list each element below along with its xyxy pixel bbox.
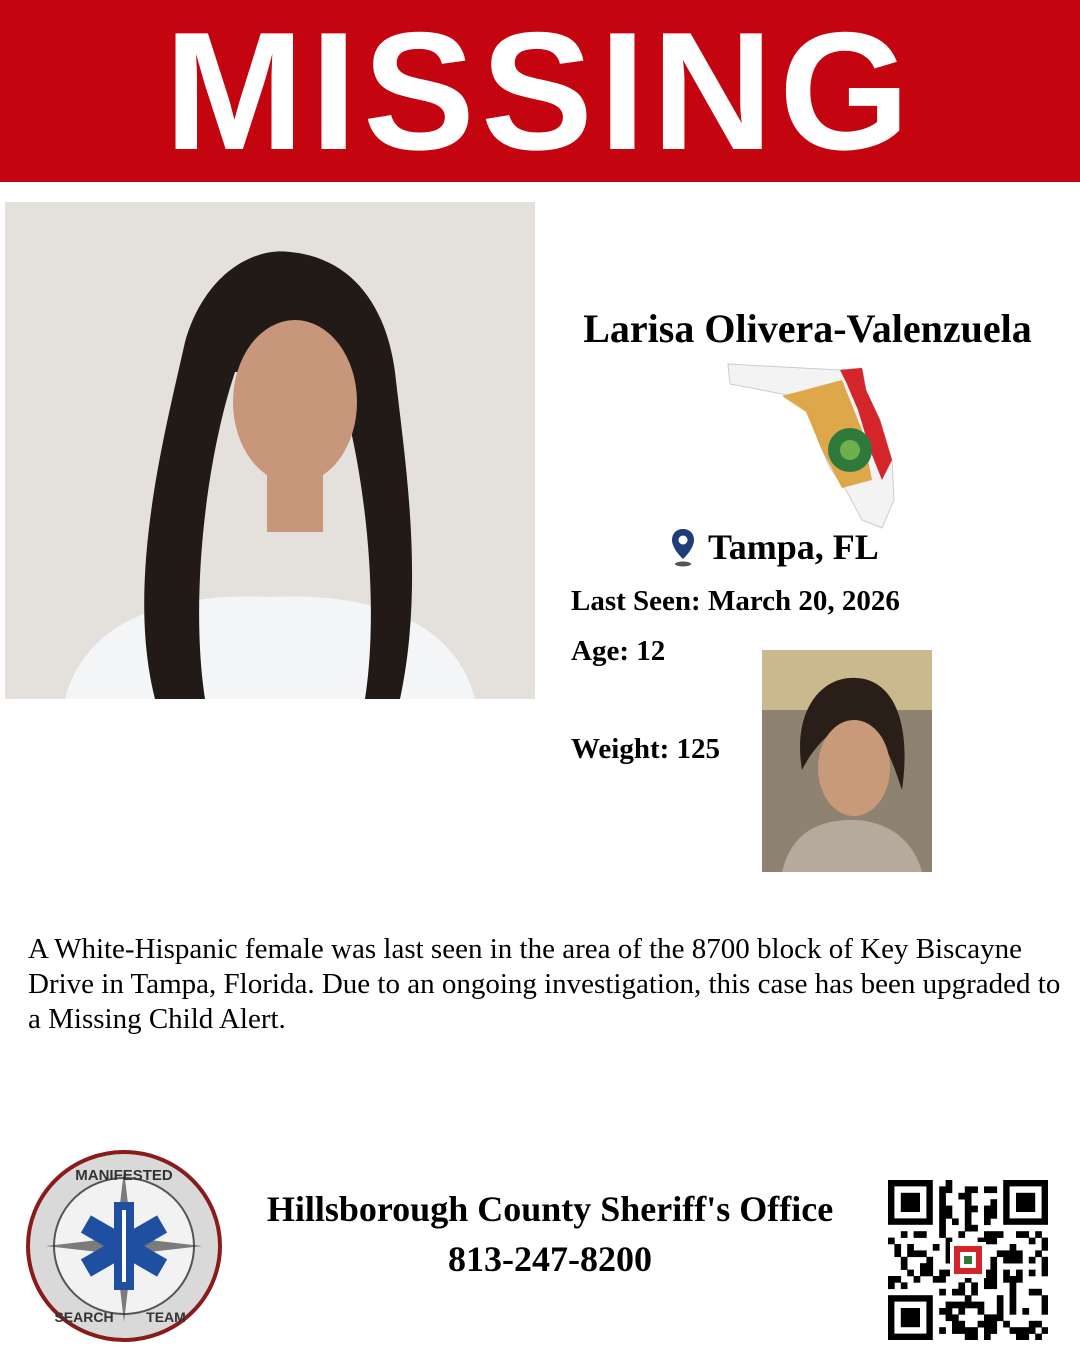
florida-map-icon bbox=[722, 360, 898, 530]
agency-phone[interactable]: 813-247-8200 bbox=[448, 1239, 652, 1279]
last-seen-label: Last Seen: bbox=[571, 585, 701, 617]
weight-value: 125 bbox=[676, 733, 721, 765]
qr-code-icon[interactable] bbox=[888, 1180, 1048, 1340]
location-text: Tampa, FL bbox=[708, 527, 879, 567]
secondary-photo bbox=[762, 650, 932, 872]
banner-title: MISSING bbox=[164, 0, 916, 185]
location bbox=[670, 525, 879, 569]
last-seen-value: March 20, 2026 bbox=[707, 585, 900, 617]
person-name: Larisa Olivera-Valenzuela bbox=[583, 306, 1032, 351]
age bbox=[571, 635, 665, 668]
case-description: A White-Hispanic female was last seen in the area of the 8700 block of Key Biscayne Drive in Tampa, Florida. Due to an ongoing investigation, this case has been upgraded to a Missing Child Alert. bbox=[28, 933, 1061, 1035]
agency-name: Hillsborough County Sheriff's Office bbox=[266, 1189, 834, 1229]
location-pin-icon bbox=[670, 527, 696, 567]
weight-label: Weight: bbox=[571, 733, 670, 765]
last-seen bbox=[571, 585, 900, 618]
star-of-life-compass-icon bbox=[26, 1150, 222, 1342]
main-photo bbox=[5, 202, 535, 699]
age-value: 12 bbox=[636, 635, 666, 667]
logo-text-left: SEARCH bbox=[54, 1309, 114, 1325]
weight bbox=[571, 733, 720, 766]
logo-text-right: TEAM bbox=[146, 1309, 186, 1325]
logo-text-top: MANIFESTED bbox=[75, 1167, 173, 1184]
age-label: Age: bbox=[571, 635, 629, 667]
